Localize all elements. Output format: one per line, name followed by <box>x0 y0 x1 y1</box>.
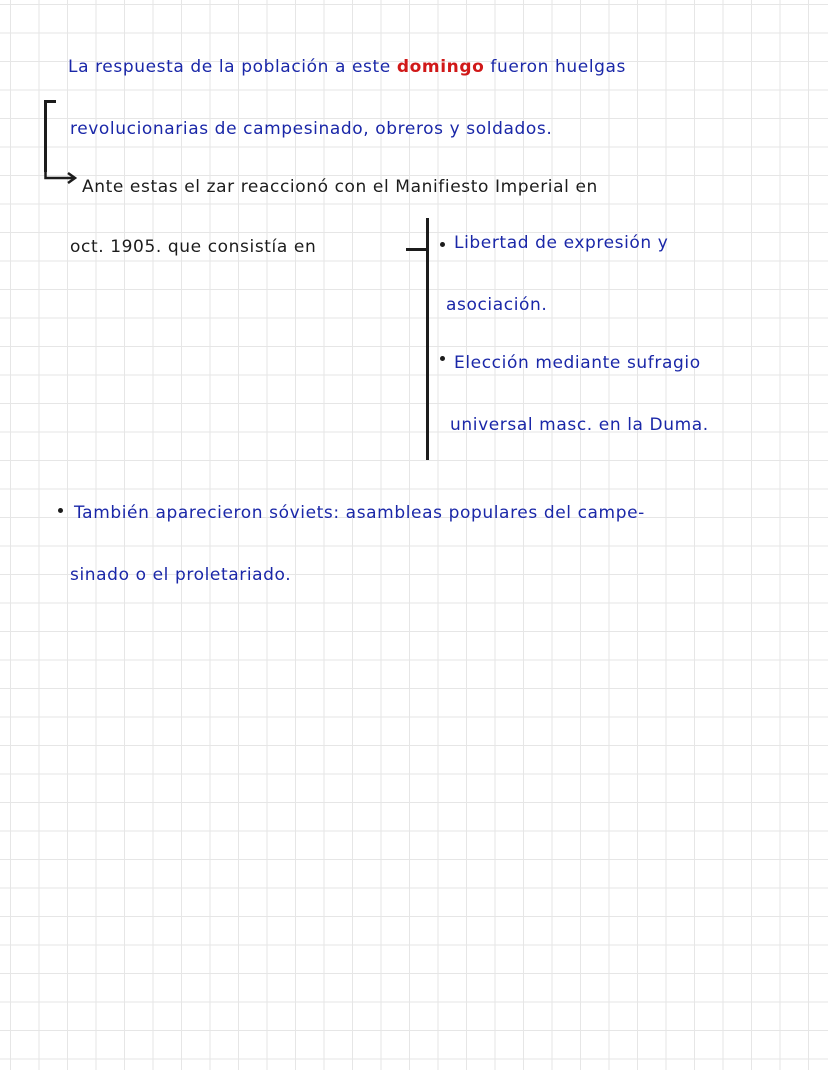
note-text: fueron huelgas <box>484 57 627 77</box>
note-line-5: También aparecieron sóviets: asambleas populares del campe- <box>74 503 645 523</box>
arrow-right-icon <box>44 168 78 184</box>
list-item-2-line-2: universal masc. en la Duma. <box>450 415 709 435</box>
note-line-2: revolucionarias de campesinado, obreros y soldados. <box>70 119 553 139</box>
list-item-1-line-1: Libertad de expresión y <box>454 233 669 253</box>
note-line-1 <box>68 56 626 78</box>
connector-line <box>406 248 428 251</box>
note-line-6: sinado o el proletariado. <box>70 565 292 585</box>
divider-line <box>426 218 429 460</box>
note-line-3: Ante estas el zar reaccionó con el Manifiesto Imperial en <box>82 177 598 197</box>
bracket-top-tick <box>44 100 56 103</box>
bullet-icon <box>440 242 445 247</box>
highlighted-word: domingo <box>396 57 485 77</box>
note-text: La respuesta de la población a este <box>68 57 397 77</box>
bullet-icon <box>440 356 445 361</box>
bracket-icon <box>44 100 47 172</box>
note-line-4: oct. 1905. que consistía en <box>70 237 317 257</box>
list-item-1-line-2: asociación. <box>446 295 548 315</box>
list-item-2-line-1: Elección mediante sufragio <box>454 353 701 373</box>
bullet-icon <box>58 508 63 513</box>
